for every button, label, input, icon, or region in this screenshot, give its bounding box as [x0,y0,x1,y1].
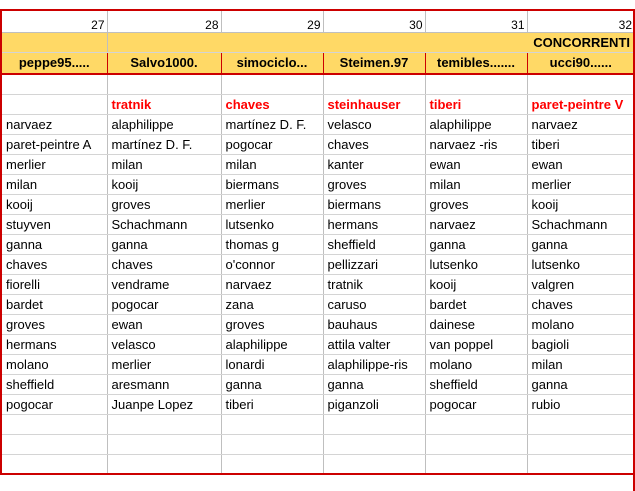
cell[interactable]: van poppel [425,334,527,354]
column-number[interactable]: 32 [527,10,635,32]
table-row [1,134,635,154]
cell[interactable]: o'connor [221,254,323,274]
winner-cell[interactable]: tiberi [425,94,527,114]
cell[interactable]: kooij [527,194,635,214]
cell[interactable] [107,434,221,454]
participant-row [1,52,635,74]
cell[interactable] [425,74,527,94]
cell[interactable]: molano [425,354,527,374]
cell[interactable]: pogocar [221,134,323,154]
cell[interactable]: chaves [527,294,635,314]
cell[interactable] [323,454,425,474]
winner-cell[interactable]: steinhauser [323,94,425,114]
concorrenti-header[interactable]: CONCORRENTI [107,32,635,52]
winner-cell[interactable]: tratnik [107,94,221,114]
participant-name[interactable]: temibles....... [425,52,527,74]
table-row [1,154,635,174]
winner-cell[interactable]: chaves [221,94,323,114]
empty-row [1,454,635,474]
column-number[interactable]: 29 [221,10,323,32]
empty-row [1,414,635,434]
cell[interactable]: stuyven [1,214,107,234]
cell[interactable]: sheffield [425,374,527,394]
winner-cell[interactable] [1,94,107,114]
cell[interactable]: pogocar [107,294,221,314]
cell[interactable]: pogocar [1,394,107,414]
cell[interactable]: kooij [1,194,107,214]
cell[interactable]: milan [1,174,107,194]
cell[interactable]: vendrame [107,274,221,294]
column-number[interactable]: 27 [1,10,107,32]
cell[interactable]: groves [107,194,221,214]
header-empty-cell[interactable] [1,32,107,52]
cell[interactable] [425,414,527,434]
cell[interactable]: dainese [425,314,527,334]
cell[interactable]: biermans [323,194,425,214]
cell[interactable]: chaves [323,134,425,154]
cell[interactable]: milan [527,354,635,374]
cell[interactable]: alaphilippe [425,114,527,134]
cell[interactable]: ewan [425,154,527,174]
cell[interactable]: ewan [107,314,221,334]
cell[interactable]: chaves [1,254,107,274]
cell[interactable] [221,74,323,94]
cell[interactable]: chaves [107,254,221,274]
cell[interactable]: narvaez [527,114,635,134]
cell[interactable]: alaphilippe-ris [323,354,425,374]
cell[interactable]: tiberi [221,394,323,414]
cell[interactable]: bagioli [527,334,635,354]
cell[interactable]: groves [221,314,323,334]
cell[interactable]: ganna [221,374,323,394]
cell[interactable] [107,454,221,474]
cell[interactable]: pellizzari [323,254,425,274]
cell[interactable] [323,74,425,94]
column-number-row [1,10,635,32]
cell[interactable]: thomas g [221,234,323,254]
cell[interactable]: merlier [1,154,107,174]
table-row [1,394,635,414]
cell[interactable]: lutsenko [425,254,527,274]
column-number[interactable]: 30 [323,10,425,32]
cell[interactable]: narvaez [425,214,527,234]
cell[interactable] [107,414,221,434]
cell[interactable] [323,414,425,434]
table-row [1,274,635,294]
cell[interactable]: fiorelli [1,274,107,294]
cell[interactable]: ewan [527,154,635,174]
cell[interactable]: attila valter [323,334,425,354]
cell[interactable]: groves [425,194,527,214]
cell[interactable]: tratnik [323,274,425,294]
table-row [1,194,635,214]
table-row [1,214,635,234]
table-row [1,254,635,274]
cell[interactable]: valgren [527,274,635,294]
participant-name[interactable]: Steimen.97 [323,52,425,74]
cell[interactable]: rubio [527,394,635,414]
cell[interactable]: zana [221,294,323,314]
cell[interactable]: ganna [1,234,107,254]
cell[interactable]: bauhaus [323,314,425,334]
cell[interactable]: hermans [323,214,425,234]
cell[interactable]: merlier [527,174,635,194]
cell[interactable]: merlier [221,194,323,214]
cell[interactable]: hermans [1,334,107,354]
cell[interactable]: biermans [221,174,323,194]
cell[interactable]: Juanpe Lopez [107,394,221,414]
cell[interactable]: aresmann [107,374,221,394]
cell[interactable] [323,434,425,454]
table-row [1,174,635,194]
cell[interactable]: narvaez -ris [425,134,527,154]
participant-name[interactable]: simociclo... [221,52,323,74]
cell[interactable]: bardet [1,294,107,314]
cell[interactable]: piganzoli [323,394,425,414]
winner-cell[interactable]: paret-peintre V [527,94,635,114]
cell[interactable]: sheffield [1,374,107,394]
cell[interactable]: ganna [527,374,635,394]
table-row [1,294,635,314]
cell[interactable]: Schachmann [527,214,635,234]
empty-row [1,434,635,454]
cell[interactable]: ganna [323,374,425,394]
cell[interactable]: paret-peintre A [1,134,107,154]
predictions-grid [0,9,635,475]
cell[interactable] [107,74,221,94]
cell[interactable] [425,434,527,454]
cell[interactable]: alaphilippe [107,114,221,134]
cell[interactable] [527,74,635,94]
winners-row [1,94,635,114]
cell[interactable]: velasco [107,334,221,354]
cell[interactable]: narvaez [221,274,323,294]
cell[interactable]: groves [323,174,425,194]
column-number[interactable]: 28 [107,10,221,32]
cell[interactable] [1,454,107,474]
participant-name[interactable]: ucci90...... [527,52,635,74]
cell[interactable]: milan [221,154,323,174]
column-number[interactable]: 31 [425,10,527,32]
cell[interactable] [1,414,107,434]
cell[interactable]: ganna [107,234,221,254]
table-row [1,314,635,334]
cell[interactable]: lonardi [221,354,323,374]
cell[interactable]: merlier [107,354,221,374]
cell[interactable]: martínez D. F. [221,114,323,134]
blank-row [1,74,635,94]
cell[interactable]: martínez D. F. [107,134,221,154]
table-row [1,234,635,254]
cell[interactable]: kooij [425,274,527,294]
cell[interactable] [221,454,323,474]
table-row [1,114,635,134]
table-row [1,334,635,354]
cell[interactable]: lutsenko [221,214,323,234]
cell[interactable]: narvaez [1,114,107,134]
cell[interactable]: alaphilippe [221,334,323,354]
cell[interactable]: Schachmann [107,214,221,234]
cell[interactable]: bardet [425,294,527,314]
cell[interactable]: molano [527,314,635,334]
cell[interactable]: kanter [323,154,425,174]
cell[interactable]: lutsenko [527,254,635,274]
cell[interactable] [221,434,323,454]
cell[interactable]: tiberi [527,134,635,154]
cell[interactable] [527,434,635,454]
cell[interactable] [221,414,323,434]
cell[interactable] [527,414,635,434]
cell[interactable]: milan [425,174,527,194]
cell[interactable]: milan [107,154,221,174]
cell[interactable]: kooij [107,174,221,194]
cell[interactable]: caruso [323,294,425,314]
cell[interactable]: groves [1,314,107,334]
table-row [1,374,635,394]
cell[interactable] [425,454,527,474]
cell[interactable] [527,454,635,474]
cell[interactable]: molano [1,354,107,374]
cell[interactable]: sheffield [323,234,425,254]
cell[interactable]: velasco [323,114,425,134]
cell[interactable]: ganna [527,234,635,254]
header-row [1,32,635,52]
cell[interactable]: pogocar [425,394,527,414]
table-row [1,354,635,374]
cell[interactable] [1,74,107,94]
cell[interactable] [1,434,107,454]
cell[interactable]: ganna [425,234,527,254]
participant-name[interactable]: Salvo1000. [107,52,221,74]
participant-name[interactable]: peppe95..... [1,52,107,74]
